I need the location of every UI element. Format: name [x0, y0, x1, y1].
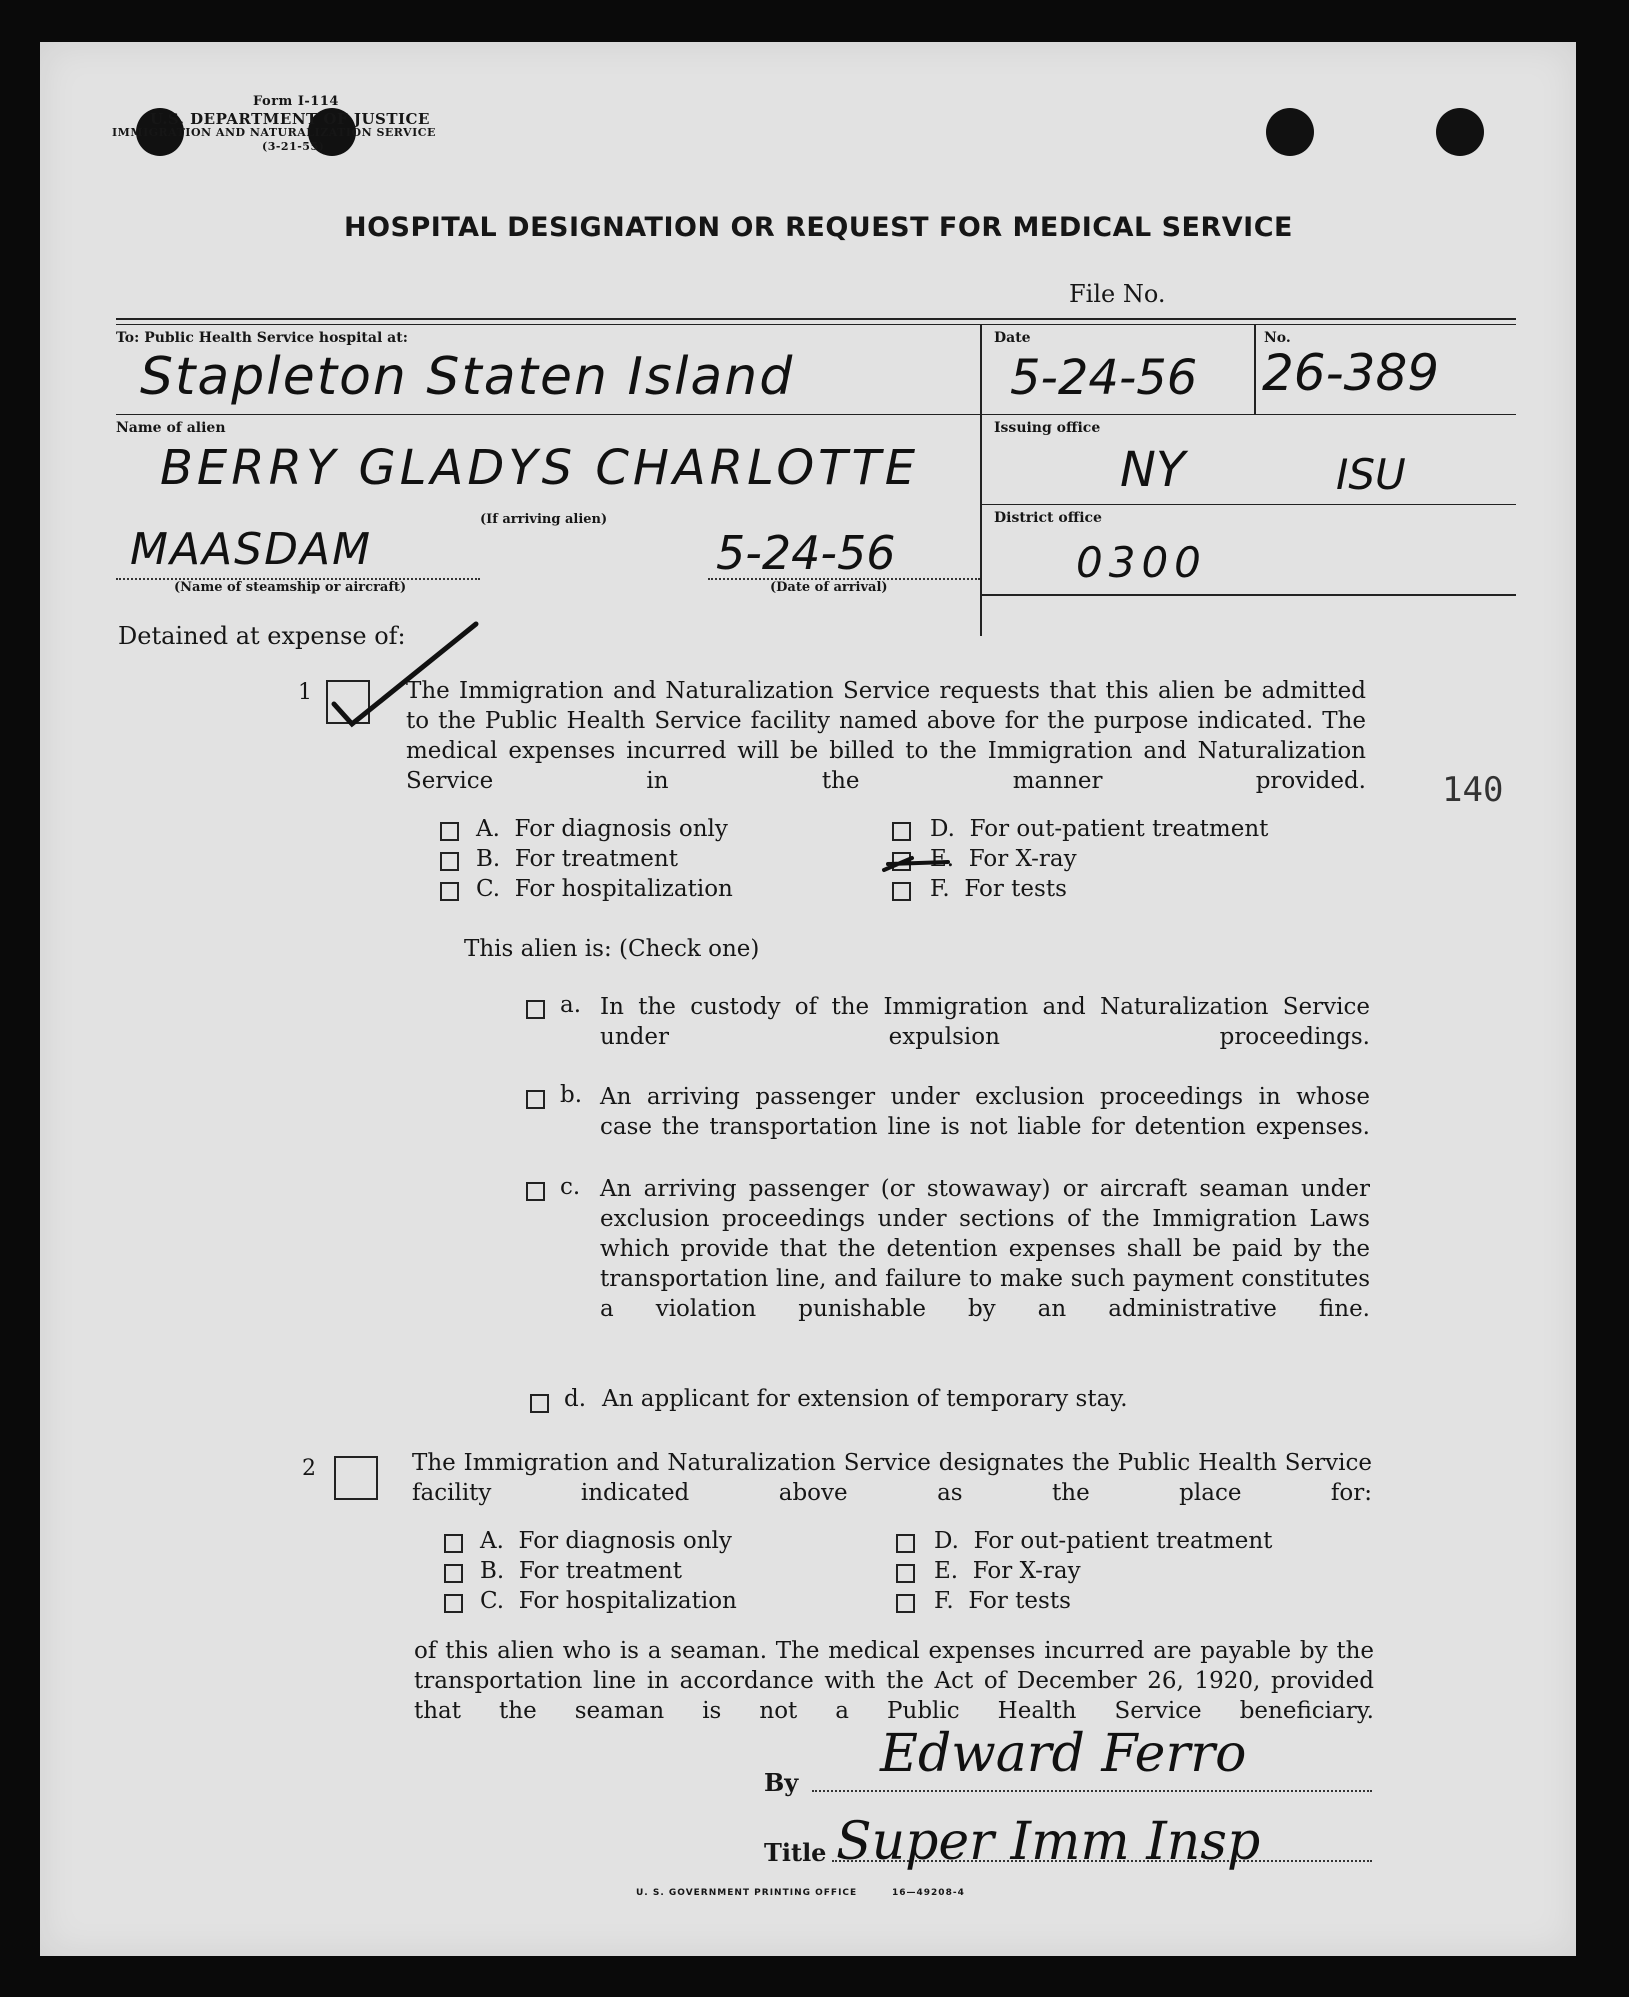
status-d-text: An applicant for extension of temporary stay.	[602, 1386, 1128, 1412]
section-2-checkbox[interactable]	[334, 1456, 378, 1500]
form-page	[40, 42, 1576, 1956]
alien-status-heading: This alien is: (Check one)	[464, 936, 760, 962]
issuing-office-value: NY	[1120, 442, 1186, 498]
s2-option-a: A. For diagnosis only	[480, 1528, 732, 1554]
s1-option-f-checkbox[interactable]	[892, 882, 911, 901]
no-value: 26-389	[1262, 344, 1440, 402]
s1-option-b-checkbox[interactable]	[440, 852, 459, 871]
detained-label: Detained at expense of:	[118, 622, 406, 650]
s1-option-f: F. For tests	[930, 876, 1067, 902]
s2-option-a-checkbox[interactable]	[444, 1534, 463, 1553]
status-c-key: c.	[560, 1174, 581, 1200]
s2-option-c: C. For hospitalization	[480, 1588, 737, 1614]
punch-hole-icon	[1436, 108, 1484, 156]
page-title: HOSPITAL DESIGNATION OR REQUEST FOR MEDICAL SERVICE	[344, 212, 1293, 243]
s1-option-a: A. For diagnosis only	[476, 816, 728, 842]
s1-option-d-checkbox[interactable]	[892, 822, 911, 841]
printer-imprint: U. S. GOVERNMENT PRINTING OFFICE	[636, 1888, 858, 1898]
s2-option-b: B. For treatment	[480, 1558, 682, 1584]
status-d-checkbox[interactable]	[530, 1394, 549, 1413]
divider	[980, 594, 1516, 596]
department-name: U.S. DEPARTMENT OF JUSTICE	[150, 110, 430, 128]
divider	[980, 324, 982, 636]
by-line	[812, 1790, 1372, 1792]
alien-name-value: BERRY GLADYS CHARLOTTE	[160, 440, 920, 496]
section-2-text: The Immigration and Naturalization Service designates the Public Health Service facility indicated above as the place for:	[412, 1450, 1372, 1506]
form-revision: (3-21-55)	[262, 140, 325, 153]
s2-option-f-checkbox[interactable]	[896, 1594, 915, 1613]
s2-option-d: D. For out-patient treatment	[934, 1528, 1273, 1554]
service-name: IMMIGRATION AND NATURALIZATION SERVICE	[112, 126, 436, 139]
form-number: Form I-114	[253, 94, 339, 109]
s1-option-b: B. For treatment	[476, 846, 678, 872]
status-c-checkbox[interactable]	[526, 1182, 545, 1201]
signer-title-value: Super Imm Insp	[836, 1812, 1261, 1872]
section-1-number: 1	[298, 680, 312, 705]
x-ray-strike-icon	[882, 848, 952, 878]
arrival-date-value: 5-24-56	[716, 526, 896, 580]
signature-value: Edward Ferro	[880, 1724, 1247, 1784]
section-2-footer-text: of this alien who is a seaman. The medical expenses incurred are payable by the transportation line in accordance with the Act of December 26, 1920, provided that the seaman is not a Public Health Service beneficiary.	[414, 1638, 1374, 1724]
to-hospital-value: Stapleton Staten Island	[140, 347, 795, 407]
s2-option-c-checkbox[interactable]	[444, 1594, 463, 1613]
status-c-text: An arriving passenger (or stowaway) or aircraft seaman under exclusion proceedings under sections of the Immigration Laws which provide that the detention expenses shall be paid by the transportation line, and failure to make such payment constitutes a violation punishable by an administrative fine.	[600, 1176, 1370, 1322]
alien-name-label: Name of alien	[116, 420, 226, 436]
to-hospital-label: To: Public Health Service hospital at:	[116, 330, 408, 346]
section-1-text: The Immigration and Naturalization Service requests that this alien be admitted to the Public Health Service facility named above for the purpose indicated. The medical expenses incurred will be billed to the Immigration and Naturalization Service in the manner provided.	[406, 678, 1366, 794]
file-no-label: File No.	[1069, 280, 1166, 308]
divider	[116, 324, 1516, 325]
status-a-text: In the custody of the Immigration and Naturalization Service under expulsion proceedings.	[600, 994, 1370, 1050]
status-b-checkbox[interactable]	[526, 1090, 545, 1109]
district-office-value: 0300	[1076, 538, 1207, 587]
if-arriving-label: (If arriving alien)	[480, 512, 608, 527]
divider	[1254, 324, 1256, 414]
s2-option-d-checkbox[interactable]	[896, 1534, 915, 1553]
s2-option-e-checkbox[interactable]	[896, 1564, 915, 1583]
status-b-key: b.	[560, 1082, 583, 1108]
status-a-key: a.	[560, 992, 582, 1018]
status-d-key: d.	[564, 1386, 587, 1412]
s2-option-e: E. For X-ray	[934, 1558, 1081, 1584]
s2-option-f: F. For tests	[934, 1588, 1071, 1614]
status-b-text: An arriving passenger under exclusion proceedings in whose case the transportation line is not liable for detention expenses.	[600, 1084, 1370, 1140]
date-value: 5-24-56	[1010, 350, 1198, 406]
arrival-date-label: (Date of arrival)	[770, 580, 888, 595]
title-label: Title	[764, 1838, 827, 1867]
section-2-number: 2	[302, 1456, 316, 1481]
s1-option-c-checkbox[interactable]	[440, 882, 459, 901]
divider	[116, 318, 1516, 320]
margin-number: 140	[1442, 770, 1504, 810]
s1-option-c: C. For hospitalization	[476, 876, 733, 902]
divider	[116, 414, 980, 415]
no-label: No.	[1264, 330, 1291, 346]
date-label: Date	[994, 330, 1031, 346]
s1-option-a-checkbox[interactable]	[440, 822, 459, 841]
status-a-checkbox[interactable]	[526, 1000, 545, 1019]
s2-option-b-checkbox[interactable]	[444, 1564, 463, 1583]
s1-option-d: D. For out-patient treatment	[930, 816, 1269, 842]
district-office-label: District office	[994, 510, 1102, 526]
steamship-value: MAASDAM	[130, 524, 373, 575]
issuing-office-code: ISU	[1336, 450, 1406, 499]
divider	[980, 414, 1516, 415]
s1-option-e: E. For X-ray	[930, 846, 1077, 872]
punch-hole-icon	[1266, 108, 1314, 156]
by-label: By	[764, 1768, 799, 1797]
printer-code: 16—49208-4	[892, 1888, 965, 1898]
divider	[980, 504, 1516, 505]
issuing-office-label: Issuing office	[994, 420, 1101, 436]
steamship-label: (Name of steamship or aircraft)	[174, 580, 407, 595]
